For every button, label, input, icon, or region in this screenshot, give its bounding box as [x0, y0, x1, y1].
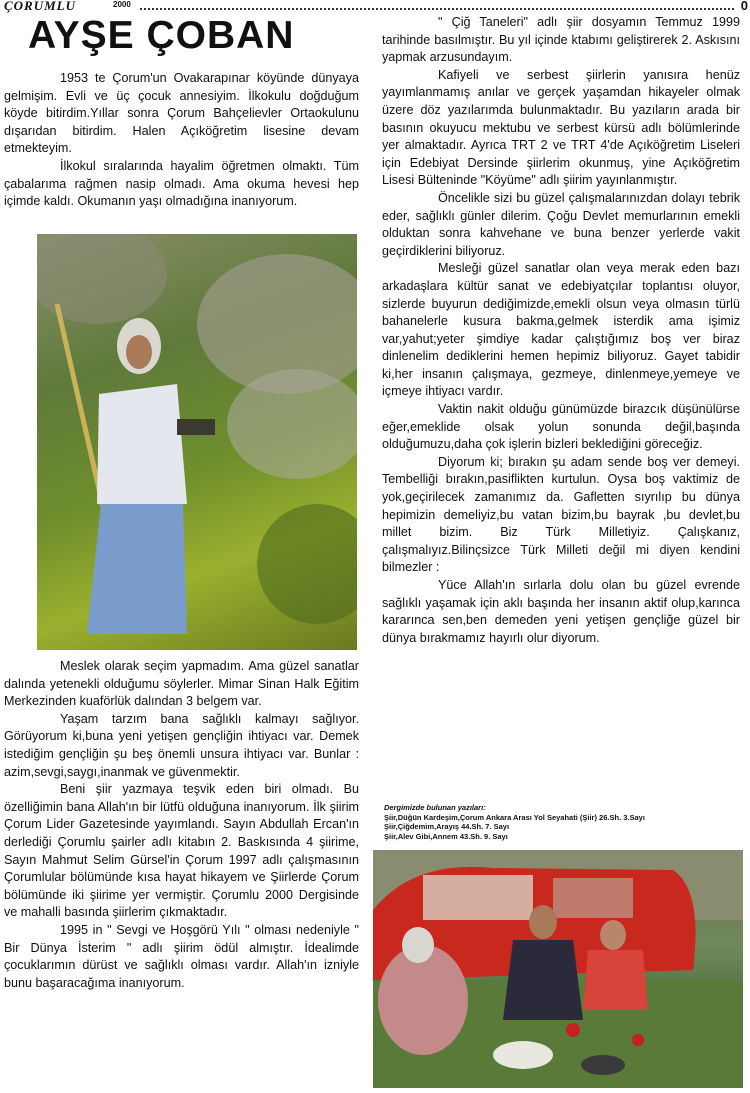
picnic-photo — [373, 850, 743, 1088]
paragraph: Yüce Allah'ın sırlarla dolu olan bu güzel evrende sağlıklı yaşamak için aklı başında her insanın aktif olup,karınca kararınca sen,ben demeden yeni yetişen gençliğe güzel bir dünya bırakmamız hayırlı olur diyorum. — [382, 578, 740, 645]
article-title: AYŞE ÇOBAN — [28, 14, 295, 57]
header-dotted-rule — [140, 8, 734, 10]
paragraph: İlkokul sıralarında hayalim öğretmen olmaktı. Tüm çabalarıma rağmen nasip olmadı. Ama okuma hevesi hep içimde kaldı. Okumanın yaşı olmadığına inanıyorum. — [4, 158, 359, 209]
page-header — [0, 0, 750, 14]
left-column-top — [4, 70, 359, 211]
paragraph: Yaşam tarzım bana sağlıklı kalmayı sağlıyor. Görüyorum ki,buna yeni yetişen gençliğin ihtiyacı var. Demek istediğim gençliğin şu beş önemli unsura ihtiyacı var. Bunlar : azim,sevgi,saygı,inanmak ve güvenmektir. — [4, 711, 359, 779]
magazine-year: 2000 — [113, 0, 131, 9]
left-column-bottom — [4, 658, 359, 992]
paragraph: 1953 te Çorum'un Ovakarapınar köyünde dünyaya gelmişim. Evli ve üç çocuk annesiyim. İlkokulu doğduğum köyde bitirdim.Yıllar sonra Çorum Bahçelievler Ortaokulunu dışarıdan bitirdim. Halen Açıköğretim lisesine devam etmekteyim. — [4, 71, 359, 156]
right-column — [382, 14, 740, 647]
picnic-photo-illustration — [373, 850, 743, 1088]
published-work-item: Şiir,Alev Gibi,Annem 43.Sh. 9. Sayı — [384, 831, 508, 841]
paragraph: Diyorum ki; bırakın şu adam sende boş ver demeyi. Tembelliği bırakın,pasiflikten kurtulun. Oysa boş vaktimiz de yok,geçirilecek zamanımız da. Gafletten sıyrılıp bu dünya hepimizin demeliyiz,bu vatan bizim,bu bayrak ,bu devlet,bu millet bizim. Biz Türk Milletiyiz. Çalışkanız, çalışmalıyız.Bilinçsizce Türk Milleti değil mi diyen kendini bilmezler : — [382, 454, 740, 575]
published-work-item: Şiir,Düğün Kardeşim,Çorum Ankara Arası Yol Seyahati (Şiir) 26.Sh. 3.Sayı — [384, 812, 645, 822]
paragraph: Kafiyeli ve serbest şiirlerin yanısıra henüz yayımlanmamış anılar ve gerçek yaşamdan hikayeler olmak üzere döz yazılarımda bulunmaktadır. Bu yazıların arada bir basının okuyucu mektubu ve serbest kürsü adlı bölümlerinde yer almaktadır. Ayrıca TRT 2 ve TRT 4'de Açıköğretim Liseleri için Edebiyat Dersinde şiirlerim okunmuş, yine Açıköğretim Lisesi Bülteninde "Köyüme" adlı şiirim yayınlanmıştır. — [382, 67, 740, 188]
paragraph: " Çiğ Taneleri" adlı şiir dosyamın Temmuz 1999 tarihinde basılmıştır. Bu yıl içinde ktabımı geliştirerek 2. Askısını yapmak arzusundayım. — [382, 15, 740, 65]
paragraph: Beni şiir yazmaya teşvik eden biri olmadı. Bu özelliğimin bana Allah'ın bir lütfü olduğuna inanıyorum. İlk şiirim Çorum Lider Gazetesinde yayımlandı. Sayın Abdullah Ercan'ın derlediği Çorumlu şairler adlı kitabın 2. Baskısında 4 şiirime, Sayın Mahmut Selim Gürsel'in Çorum 1997 adlı çalışmasının Çorumlular bölümünde kısa hayat hikayem ve Şiirlerde Çorum bölümünde iki şiirime yer vermiştir. Çorumlu 2000 Dergisinde ve mahalli basında şiirlerim çıkmaktadır. — [4, 782, 359, 920]
paragraph: Vaktin nakit olduğu günümüzde birazcık düşünülürse eğer,emeklide olsak yolun sonunda değil,başında olduğumuzu,daha çok işlerin bizleri beklediğini göreceğiz. — [382, 402, 740, 452]
published-works-list — [384, 803, 744, 841]
published-work-item: Şiir,Çiğdemim,Arayış 44.Sh. 7. Sayı — [384, 822, 510, 831]
paragraph: Meslek olarak seçim yapmadım. Ama güzel sanatlar dalında yetenekli olduğumu söylerler. Mimar Sinan Halk Eğitim Merkezinden kuaförlük dalından 3 belgem var. — [4, 659, 359, 709]
portrait-photo-illustration — [37, 234, 357, 650]
paragraph: Öncelikle sizi bu güzel çalışmalarınızdan dolayı tebrik eder, sağlıklı günler dilerim. Çoğu Devlet memurlarının emekli olduktan sonra kahvehane ve buna benzer yerlerde vakit geçirdiklerini biliyoruz. — [382, 190, 740, 258]
paragraph: 1995 in " Sevgi ve Hoşgörü Yılı " olması nedeniyle " Bir Dünya İsterim " adlı şiirim ödül almıştır. İdealimde çocuklarımın dürüst ve sağlıklı olması vardır. Allah'ın izniyle bunu başaracağıma inanıyorum. — [4, 922, 359, 990]
published-works-heading: Dergimizde bulunan yazıları: — [384, 803, 486, 812]
page-number: 0 — [740, 0, 748, 13]
paragraph: Mesleği güzel sanatlar olan veya merak eden bazı arkadaşlara kültür sanat ve edebiyatçılar toplantısı oluyor, sizlerde buyurun dediğimizde,emekli olsun veya olmasın türlü bahanelerle kusura bakma,gelmek isterdik ama işimiz var,yahut;yeter şimdiye kadar çalıştığımız boş ver biraz dinlenelim dediklerini hemen hepimiz biliyoruz. Gayet tabidir ki,her insanın çalışmaya, gezmeye, dinlenmeye,yemeye ve içmeye ihtiyacı vardır. — [382, 261, 740, 399]
portrait-photo — [37, 234, 357, 650]
magazine-name: ÇORUMLU — [4, 0, 77, 13]
